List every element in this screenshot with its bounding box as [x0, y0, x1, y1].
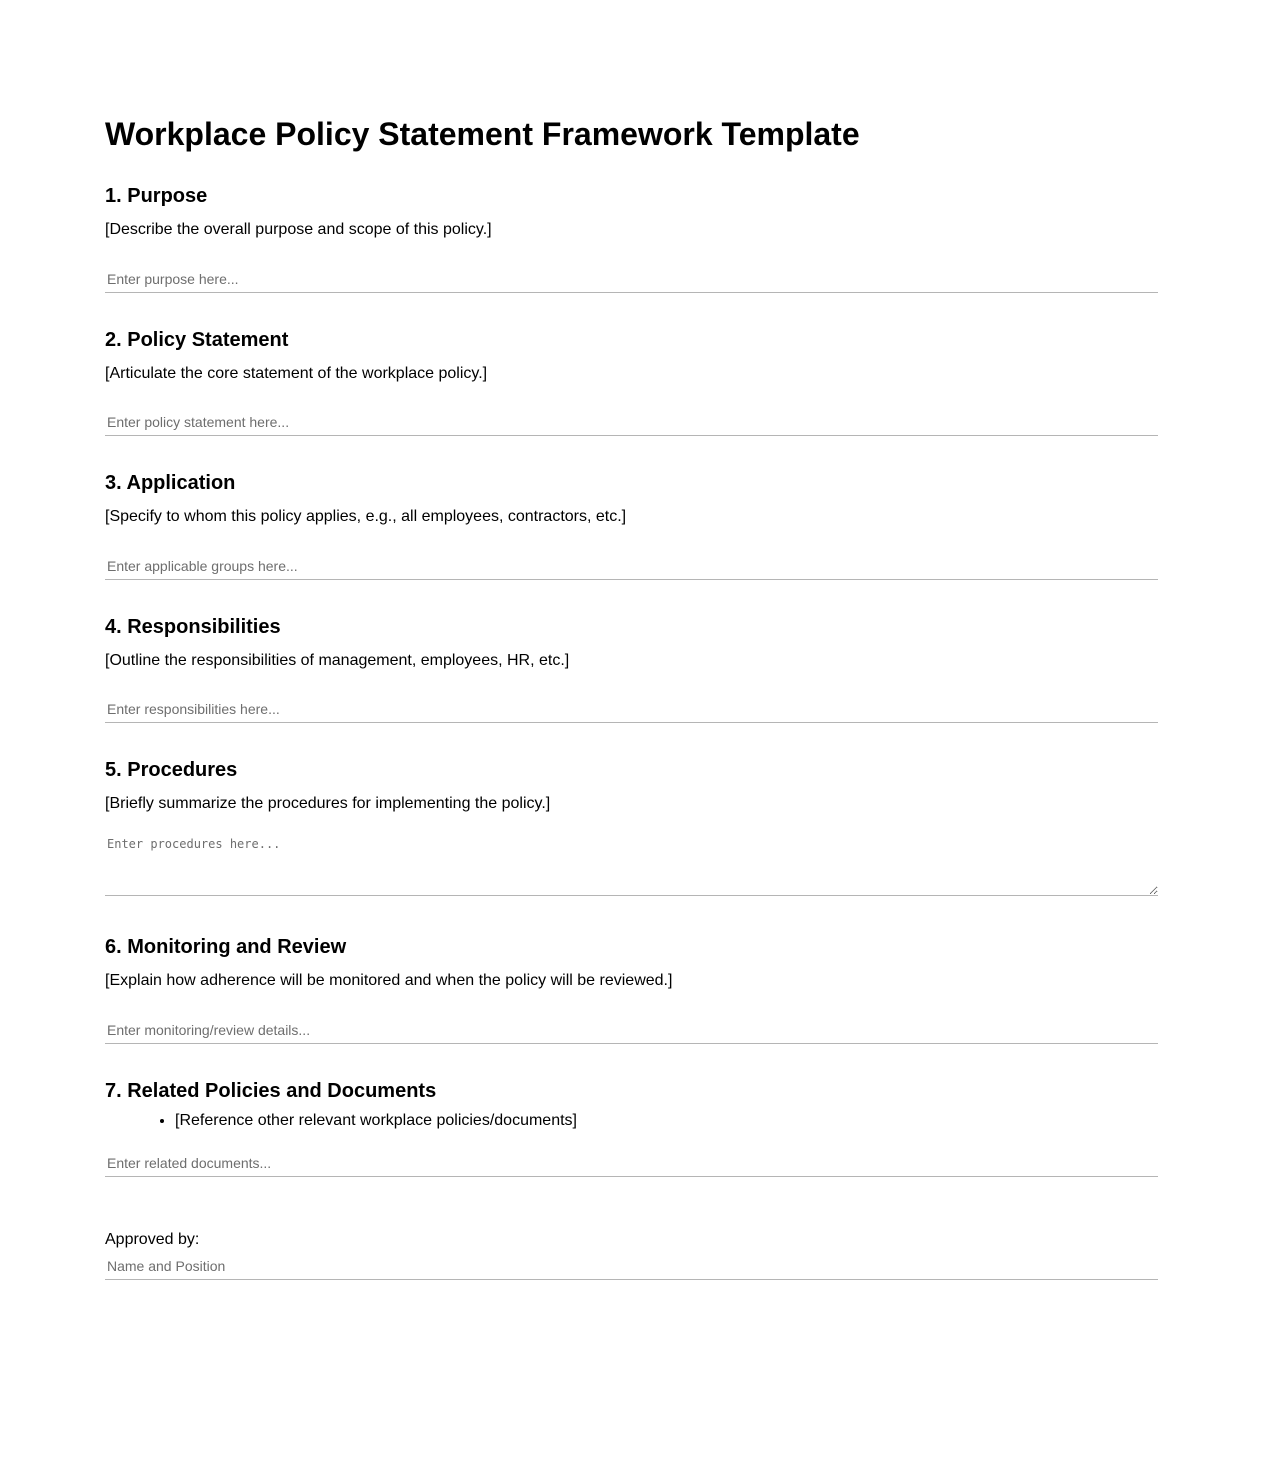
- responsibilities-input[interactable]: [105, 695, 1158, 723]
- section-procedures: [105, 758, 1158, 896]
- section-related-policies: [105, 1079, 1158, 1177]
- monitoring-review-input[interactable]: [105, 1016, 1158, 1044]
- section-heading: 3. Application: [105, 472, 236, 494]
- section-heading: 1. Purpose: [105, 185, 208, 207]
- section-description: [Specify to whom this policy applies, e.g., all employees, contractors, etc.]: [105, 508, 627, 525]
- section-heading: 5. Procedures: [105, 759, 238, 781]
- approver-name-input[interactable]: [105, 1252, 1158, 1280]
- approval-block: [105, 1230, 1158, 1280]
- page-title: Workplace Policy Statement Framework Template: [105, 116, 860, 152]
- policy-statement-input[interactable]: [105, 408, 1158, 436]
- section-responsibilities: [105, 615, 1158, 723]
- section-monitoring-review: [105, 935, 1158, 1044]
- section-description: [Explain how adherence will be monitored and when the policy will be reviewed.]: [105, 972, 673, 989]
- procedures-textarea[interactable]: [105, 834, 1158, 896]
- approved-by-label: Approved by:: [105, 1231, 200, 1248]
- section-heading: 4. Responsibilities: [105, 616, 281, 638]
- section-description: [Briefly summarize the procedures for implementing the policy.]: [105, 795, 551, 812]
- application-input[interactable]: [105, 552, 1158, 580]
- section-policy-statement: [105, 328, 1158, 436]
- section-description: [Articulate the core statement of the workplace policy.]: [105, 365, 488, 382]
- related-documents-input[interactable]: [105, 1149, 1158, 1177]
- section-heading: 6. Monitoring and Review: [105, 936, 347, 958]
- section-purpose: [105, 184, 1158, 293]
- section-description: [Describe the overall purpose and scope of this policy.]: [105, 221, 492, 238]
- section-description: [Outline the responsibilities of management, employees, HR, etc.]: [105, 652, 570, 669]
- section-heading: 7. Related Policies and Documents: [105, 1080, 437, 1102]
- section-application: [105, 471, 1158, 580]
- section-heading: 2. Policy Statement: [105, 329, 289, 351]
- purpose-input[interactable]: [105, 265, 1158, 293]
- list-item: • [Reference other relevant workplace policies/documents]: [175, 1111, 1158, 1131]
- related-documents-list: [105, 1111, 1158, 1131]
